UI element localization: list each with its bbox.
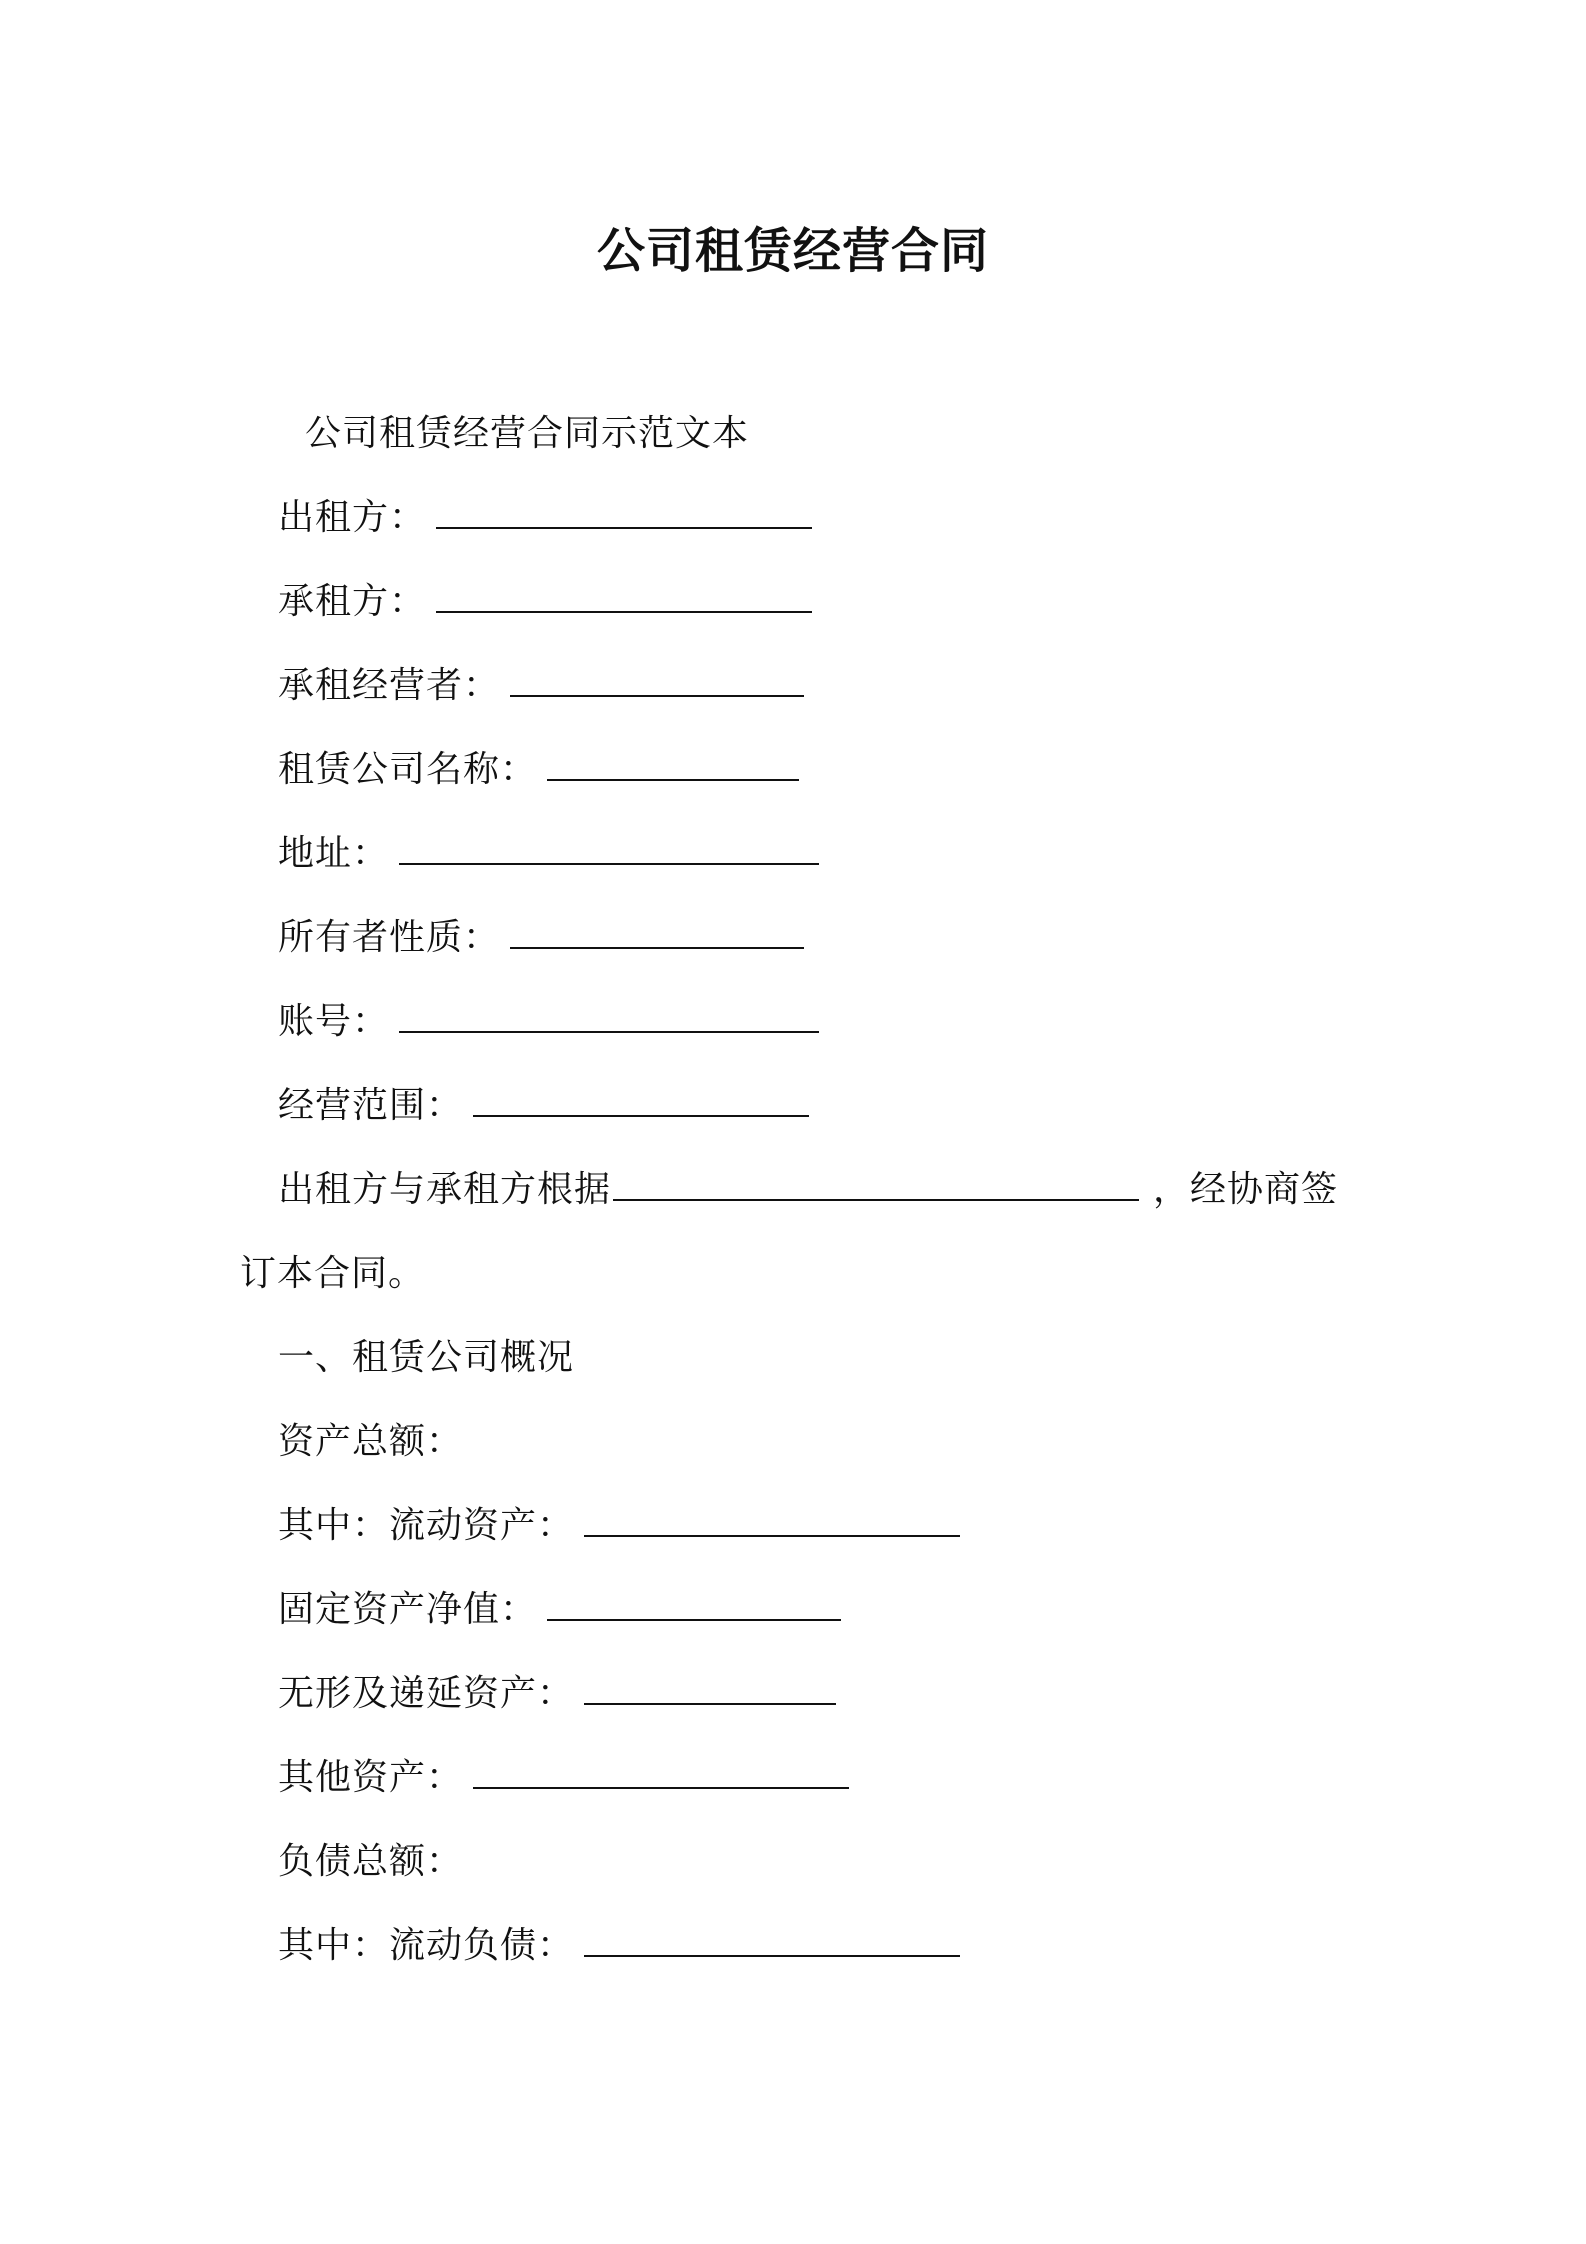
field-label: 地址： [278,833,390,874]
field-business-scope [278,1084,809,1128]
intro-continuation: 订本合同。 [240,1253,426,1294]
current-assets [278,1504,960,1548]
field-lessee [278,580,812,624]
field-operator [278,664,804,708]
field-label: 其中：流动负债： [278,1925,575,1966]
field-ownership-type [278,916,804,960]
intro-prefix: 出租方与承租方根据 [278,1169,612,1210]
field-label: 无形及递延资产： [278,1673,575,1714]
field-account [278,1000,819,1044]
field-label: 固定资产净值： [278,1589,538,1630]
field-label: 其中：流动资产： [278,1505,575,1546]
blank-line [510,917,804,949]
field-lessor [278,496,812,540]
current-liabilities [278,1924,960,1968]
document-subtitle: 公司租赁经营合同示范文本 [305,413,750,454]
field-label: 账号： [278,1001,390,1042]
field-label: 租赁公司名称： [278,749,538,790]
document-title: 公司租赁经营合同 [596,223,989,279]
blank-line [399,833,819,865]
blank-line [473,1757,849,1789]
assets-total: 资产总额： [278,1421,464,1462]
fixed-assets [278,1588,841,1632]
blank-line [584,1505,960,1537]
intro-paragraph [278,1168,1338,1212]
blank-line [436,581,812,613]
field-label: 出租方： [278,497,427,538]
blank-line [547,749,799,781]
field-label: 经营范围： [278,1085,464,1126]
other-assets [278,1756,849,1800]
blank-line [613,1169,1139,1201]
field-label: 所有者性质： [278,917,501,958]
blank-line [584,1925,960,1957]
blank-line [584,1673,836,1705]
field-label: 承租经营者： [278,665,501,706]
section-heading: 一、租赁公司概况 [278,1337,575,1378]
liabilities-total: 负债总额： [278,1841,464,1882]
blank-line [436,497,812,529]
intangible-assets [278,1672,836,1716]
blank-line [473,1085,809,1117]
blank-line [510,665,804,697]
field-company-name [278,748,799,792]
field-label: 承租方： [278,581,427,622]
blank-line [547,1589,841,1621]
intro-suffix: ，经协商签 [1153,1169,1339,1210]
field-label: 其他资产： [278,1757,464,1798]
blank-line [399,1001,819,1033]
field-address [278,832,819,876]
